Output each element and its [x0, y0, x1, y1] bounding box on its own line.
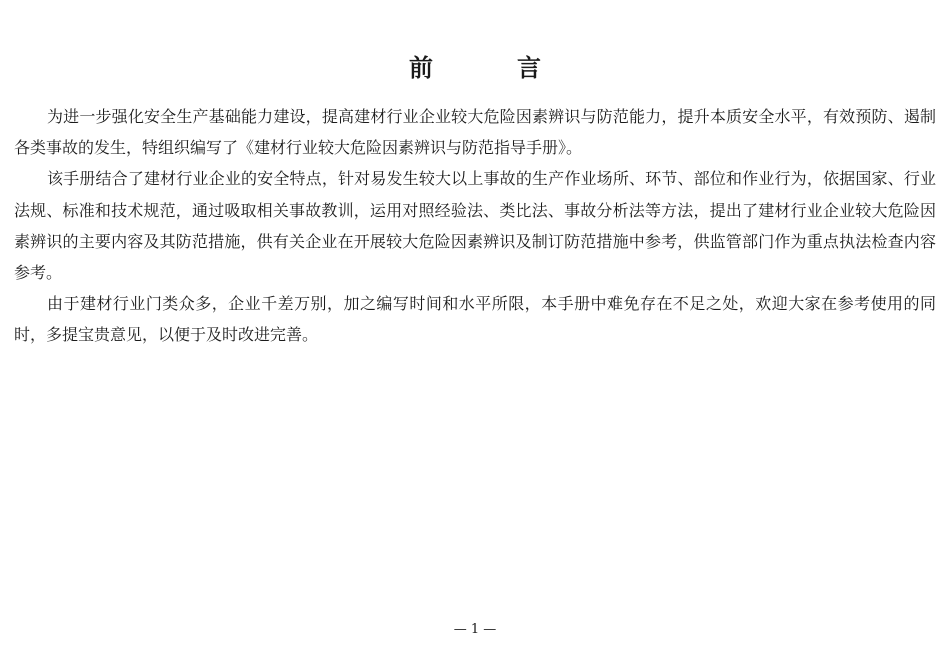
paragraph-2: 该手册结合了建材行业企业的安全特点，针对易发生较大以上事故的生产作业场所、环节、部位和作业行为，依据国家、行业法规、标准和技术规范，通过吸取相关事故教训，运用对照经验法、类比法、事故分析法等方法，提出了建材行业企业较大危险因素辨识的主要内容及其防范措施，供有关企业在开展较大危险因素辨识及制订防范措施中参考，供监管部门作为重点执法检查内容参考。 [14, 169, 936, 283]
preface-body [14, 101, 936, 351]
page-title: 前 言 [409, 53, 571, 82]
paragraph-1: 为进一步强化安全生产基础能力建设，提高建材行业企业较大危险因素辨识与防范能力，提升本质安全水平，有效预防、遏制各类事故的发生，特组织编写了《建材行业较大危险因素辨识与防范指导手册》。 [14, 107, 936, 158]
paragraph-3: 由于建材行业门类众多，企业千差万别，加之编写时间和水平所限，本手册中难免存在不足之处，欢迎大家在参考使用的同时，多提宝贵意见，以便于及时改进完善。 [14, 294, 936, 345]
page-number: — 1 — [453, 622, 497, 637]
